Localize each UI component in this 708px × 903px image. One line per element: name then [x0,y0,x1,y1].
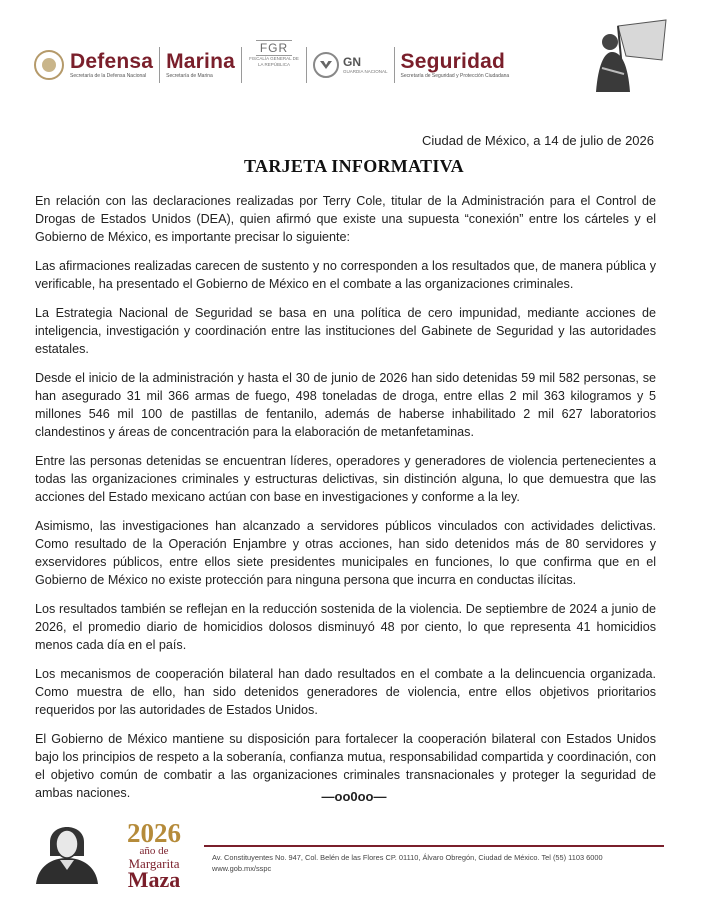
paragraph: La Estrategia Nacional de Seguridad se basa en una política de cero impunidad, mediante acciones de inteligencia, investigación y coordinación entre las instituciones del Gabinete de Seguridad y las autoridades estatales. [35,306,656,356]
logo-divider [394,47,395,83]
footer-divider [204,845,664,847]
paragraph: Los mecanismos de cooperación bilateral han dado resultados en el combate a la delincuencia organizada. Como muestra de ello, han sido detenidos generadores de violencia, entre ellos objetivos prioritarios requeridos por las autoridades de Estados Unidos. [35,667,656,717]
paragraph: El Gobierno de México mantiene su disposición para fortalecer la cooperación bilateral con Estados Unidos bajo los principios de respeto a la soberanía, confianza mutua, responsabilidad compartida y coordinación, con el objetivo común de combatir a las organizaciones criminales transnacionales y proteger la seguridad de ambas naciones. [35,732,656,800]
logo-gn-sub: GUARDIA NACIONAL [343,68,388,74]
paragraph: Los resultados también se reflejan en la reducción sostenida de la violencia. De septiembre de 2024 a junio de 2026, el promedio diario de homicidios dolosos disminuyó 48 por ciento, lo que representa 41 homicidios menos cada día en el país. [35,602,656,652]
logo-marina-name: Marina [166,49,235,73]
logo-seguridad-name: Seguridad [400,49,505,73]
logo-divider [306,47,307,83]
logo-seguridad [401,40,510,90]
logo-divider [159,47,160,83]
logo-marina [166,40,235,90]
document-date: Ciudad de México, a 14 de julio de 2026 [422,133,654,148]
margarita-maza-portrait-illustration [30,812,104,884]
paragraph: Desde el inicio de la administración y hasta el 30 de junio de 2026 han sido detenidas 59 mil 582 personas, se han asegurado 31 mil 366 armas de fuego, 498 toneladas de droga, entre ellas 2 mil 363 kilogramos y 5 millones 546 mil 100 de pastillas de fentanilo, además de haberse inhabilitado 2 mil 627 laboratorios clandestinos y áreas de concentración para la elaboración de metanfetaminas. [35,371,656,439]
document-title: TARJETA INFORMATIVA [244,156,464,176]
paragraph: En relación con las declaraciones realizadas por Terry Cole, titular de la Administración para el Control de Drogas de Estados Unidos (DEA), quien afirmó que existe una supuesta “conexión” entre los cárteles y el Gobierno de México, es importante precisar lo siguiente: [35,194,656,244]
logo-defensa-sub: Secretaría de la Defensa Nacional [70,72,147,79]
paragraph: Asimismo, las investigaciones han alcanzado a servidores públicos vinculados con actividades delictivas. Como resultado de la Operación Enjambre y otras acciones, han sido detenidos más de 80 servidores y exservidores públicos, entre ellos siete presidentes municipales en funciones, lo que confirma que en el Gobierno de México no existe protección para ninguna persona que incurra en conductas ilícitas. [35,519,656,587]
logo-marina-sub: Secretaría de Marina [166,72,213,79]
logo-fgr [248,40,300,90]
year-commemoration [108,820,200,890]
header-logos [34,40,509,90]
coat-of-arms-icon [34,50,64,80]
logo-defensa-name: Defensa [70,49,154,73]
end-mark: —oo0oo— [321,789,387,804]
logo-divider [241,47,242,83]
logo-fgr-name: FGR [256,40,292,56]
paragraph: Las afirmaciones realizadas carecen de sustento y no corresponden a los resultados que, de manera pública y verificable, ha presentado el Gobierno de México en el combate a las organizaciones criminales. [35,259,656,291]
guardia-nacional-emblem-icon [313,52,339,78]
paragraph: Entre las personas detenidas se encuentran líderes, operadores y generadores de violencia pertenecientes a todas las organizaciones criminales y estructuras delictivas, sin distinción alguna, lo que demuestra que las acciones del Estado mexicano actúan con base en investigaciones y conforme a la ley. [35,454,656,504]
logo-seguridad-sub: Secretaría de Seguridad y Protección Ciudadana [400,72,510,79]
logo-defensa [34,40,153,90]
year-label: año de [139,845,169,857]
footer-address: Av. Constituyentes No. 947, Col. Belén de las Flores CP. 01110, Álvaro Obregón, Ciudad de México. Tel (55) 1103 6000 www.gob.mx/sspc [212,853,603,873]
year-name-first: Margarita [128,856,180,871]
heroine-with-flag-illustration [588,16,668,92]
year-name-last: Maza [127,867,181,892]
year-number: 2026 [127,818,181,848]
document-body [35,192,656,813]
logo-gn [313,40,388,90]
logo-fgr-sub: FISCALÍA GENERAL DE LA REPÚBLICA [249,56,299,67]
logo-gn-name: GN [343,54,361,69]
